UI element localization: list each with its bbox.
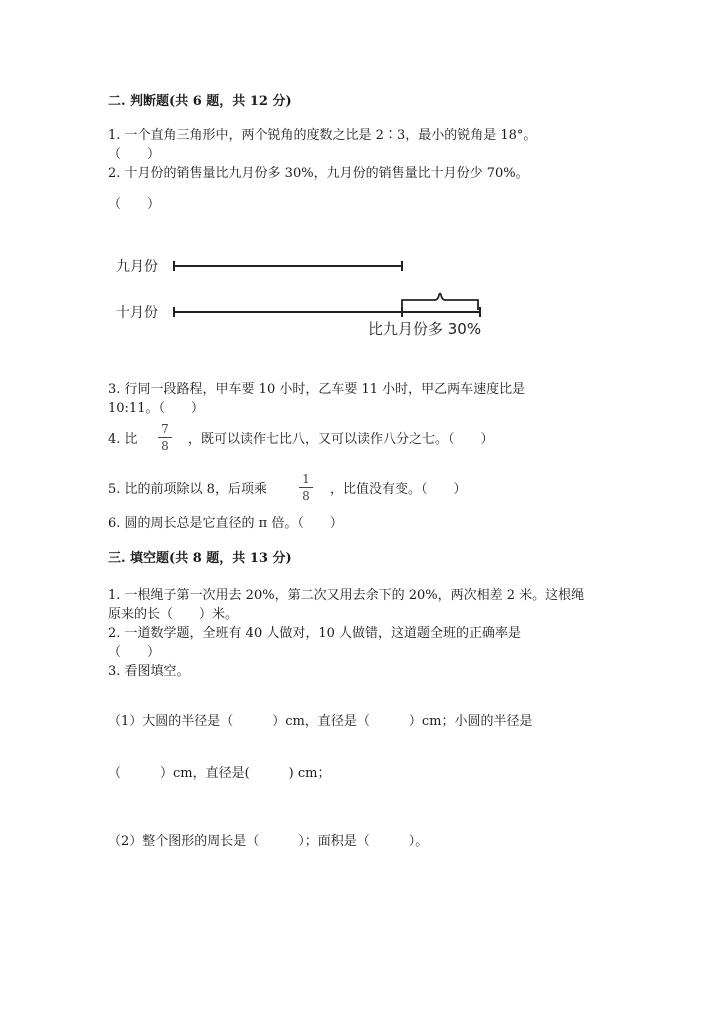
fraction-denominator: 8	[161, 439, 169, 453]
sales-bar-diagram	[160, 250, 500, 320]
diagram-label-september: 九月份	[116, 259, 158, 275]
judge-q4-suffix: ，既可以读作七比八，又可以读作八分之七。（ ）	[188, 432, 494, 447]
fill-q3: 3. 看图填空。	[108, 664, 190, 679]
fill-q2-answer-blank[interactable]: （ ）	[108, 645, 161, 660]
section-3-title: 三. 填空题(共 8 题，共 13 分)	[108, 551, 292, 566]
fill-q3-part1-line2: （ ）cm，直径是( ) cm；	[108, 766, 331, 781]
diagram-brace-label: 比九月份多 30%	[368, 320, 482, 338]
judge-q2-answer-blank[interactable]: （ ）	[108, 197, 161, 212]
fill-q1-line2: 原来的长（ ）米。	[108, 607, 239, 622]
judge-q1-line1: 1. 一个直角三角形中，两个锐角的度数之比是 2∶3，最小的锐角是 18°。	[108, 128, 537, 143]
judge-q2-line1: 2. 十月份的销售量比九月份多 30%，九月份的销售量比十月份少 70%。	[108, 166, 529, 181]
fill-q3-part2: （2）整个图形的周长是（ ）；面积是（ ）。	[108, 834, 429, 849]
fraction-one-eighth	[299, 472, 313, 503]
fraction-numerator: 1	[302, 472, 310, 486]
judge-q4-prefix: 4. 比	[108, 432, 138, 447]
fill-q3-part1-line1: （1）大圆的半径是（ ）cm，直径是（ ）cm；小圆的半径是	[108, 714, 533, 729]
judge-q5-prefix: 5. 比的前项除以 8，后项乘	[108, 482, 267, 497]
fill-q1-line1: 1. 一根绳子第一次用去 20%，第二次又用去余下的 20%，两次相差 2 米。这根绳	[108, 588, 585, 603]
judge-q6: 6. 圆的周长总是它直径的 π 倍。（ ）	[108, 516, 343, 531]
fraction-seven-eighths	[158, 422, 172, 453]
fraction-denominator: 8	[302, 489, 310, 503]
judge-q5-suffix: ，比值没有变。（ ）	[330, 482, 467, 497]
fill-q2-line1: 2. 一道数学题，全班有 40 人做对，10 人做错，这道题全班的正确率是	[108, 626, 522, 641]
fraction-numerator: 7	[161, 422, 169, 436]
section-2-title: 二. 判断题(共 6 题，共 12 分)	[108, 94, 292, 109]
judge-q3-line1: 3. 行同一段路程，甲车要 10 小时，乙车要 11 小时，甲乙两车速度比是	[108, 382, 526, 397]
judge-q3-line2: 10:11。（ ）	[108, 401, 204, 416]
judge-q1-answer-blank[interactable]: （ ）	[108, 147, 161, 162]
diagram-label-october: 十月份	[116, 305, 158, 321]
brace-extra-30-percent	[402, 294, 478, 311]
